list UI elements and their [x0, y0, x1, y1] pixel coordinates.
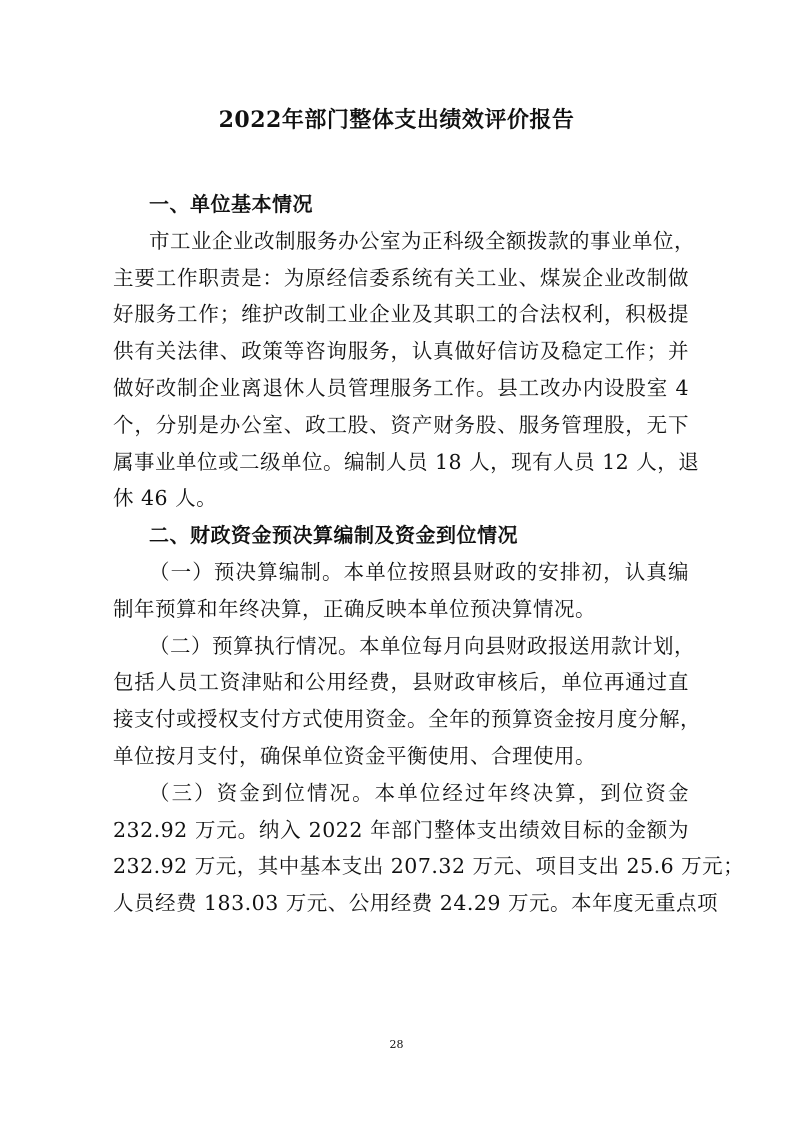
text-line: （一）预决算编制。本单位按照县财政的安排初，认真编: [149, 559, 689, 584]
section-heading: 二、财政资金预决算编制及资金到位情况: [149, 523, 518, 548]
text-line: 人员经费 183.03 万元、公用经费 24.29 万元。本年度无重点项: [113, 891, 718, 916]
text-line: 232.92 万元。纳入 2022 年部门整体支出绩效目标的金额为: [113, 817, 689, 842]
text-line: 单位按月支付，确保单位资金平衡使用、合理使用。: [113, 743, 596, 768]
text-line: 包括人员工资津贴和公用经费，县财政审核后，单位再通过直: [113, 670, 689, 695]
text-line: 市工业企业改制服务办公室为正科级全额拨款的事业单位，: [149, 228, 695, 253]
text-line: 做好改制企业离退休人员管理服务工作。县工改办内设股室 4: [113, 375, 689, 400]
text-line: 属事业单位或二级单位。编制人员 18 人，现有人员 12 人，退: [113, 449, 700, 474]
text-line: 232.92 万元，其中基本支出 207.32 万元、项目支出 25.6 万元；: [113, 854, 745, 879]
text-line: 供有关法律、政策等咨询服务，认真做好信访及稳定工作；并: [113, 339, 689, 364]
text-line: 休 46 人。: [113, 486, 218, 511]
text-line: 个，分别是办公室、政工股、资产财务股、服务管理股，无下: [113, 412, 689, 437]
text-line: 接支付或授权支付方式使用资金。全年的预算资金按月度分解，: [113, 707, 701, 732]
page-number: 28: [389, 1038, 404, 1051]
text-line: 主要工作职责是：为原经信委系统有关工业、煤炭企业改制做: [113, 265, 689, 290]
section-heading: 一、单位基本情况: [149, 192, 313, 216]
text-line: 制年预算和年终决算，正确反映本单位预决算情况。: [113, 596, 596, 621]
text-line: 好服务工作；维护改制工业企业及其职工的合法权利，积极提: [113, 302, 689, 327]
page-title: 2022年部门整体支出绩效评价报告: [218, 107, 575, 133]
document-body: [113, 186, 745, 922]
text-line: （三）资金到位情况。本单位经过年终决算，到位资金: [149, 780, 689, 805]
text-line: （二）预算执行情况。本单位每月向县财政报送用款计划，: [149, 633, 695, 658]
